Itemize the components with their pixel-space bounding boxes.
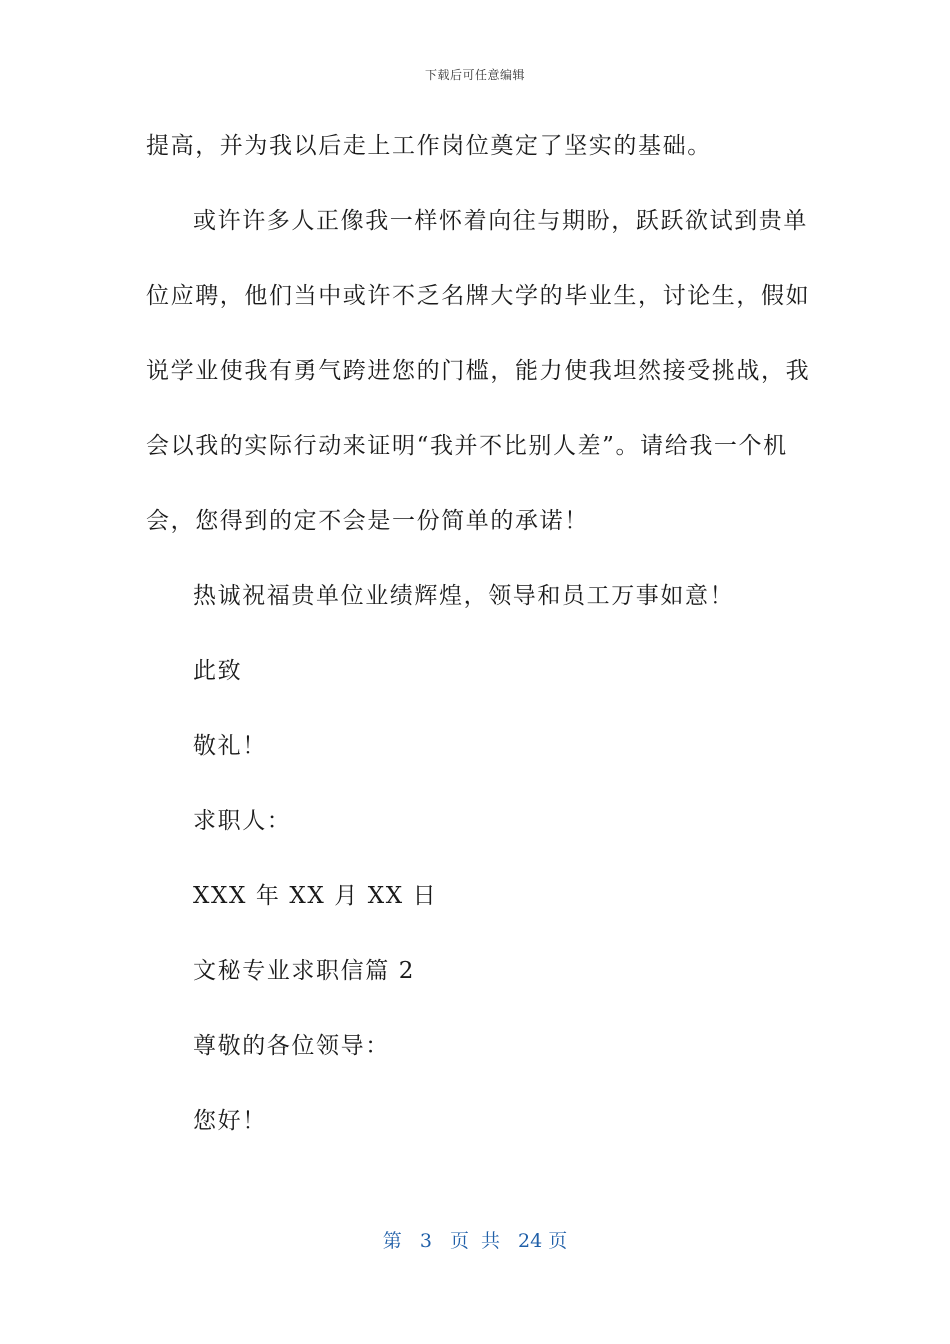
greeting-line: 尊敬的各位领导： [193,1033,390,1059]
page-header: 下载后可任意编辑 [424,68,525,82]
salutation-line: 敬礼！ [193,733,267,759]
paragraph-line: 或许许多人正像我一样怀着向往与期盼，跃跃欲试到贵单 [193,208,808,234]
paragraph-line: 提高，并为我以后走上工作岗位奠定了坚实的基础。 [146,133,712,159]
date-line: XXX 年 XX 月 XX 日 [193,883,438,909]
paragraph-line: 位应聘，他们当中或许不乏名牌大学的毕业生，讨论生，假如 [146,283,811,309]
paragraph-line: 说学业使我有勇气跨进您的门槛，能力使我坦然接受挑战，我 [146,358,811,384]
page-number-footer [0,1226,950,1253]
footer-current-page: 3 [419,1230,432,1252]
closing-line: 此致 [193,658,243,684]
greeting-line: 您好！ [193,1108,267,1134]
paragraph-line: 会以我的实际行动来证明“我并不比别人差”。请给我一个机 [146,433,788,459]
blessing-line: 热诚祝福贵单位业绩辉煌，领导和员工万事如意！ [193,583,735,609]
footer-total-pages: 24 [518,1230,543,1252]
applicant-line: 求职人： [193,808,292,834]
paragraph-line: 会，您得到的定不会是一份简单的承诺！ [146,508,589,534]
footer-label-of: 页 共 [449,1230,500,1252]
footer-label-page: 第 [382,1230,402,1252]
section-title: 文秘专业求职信篇 2 [193,958,415,984]
document-body [146,126,811,1176]
footer-label-pages: 页 [548,1230,568,1252]
